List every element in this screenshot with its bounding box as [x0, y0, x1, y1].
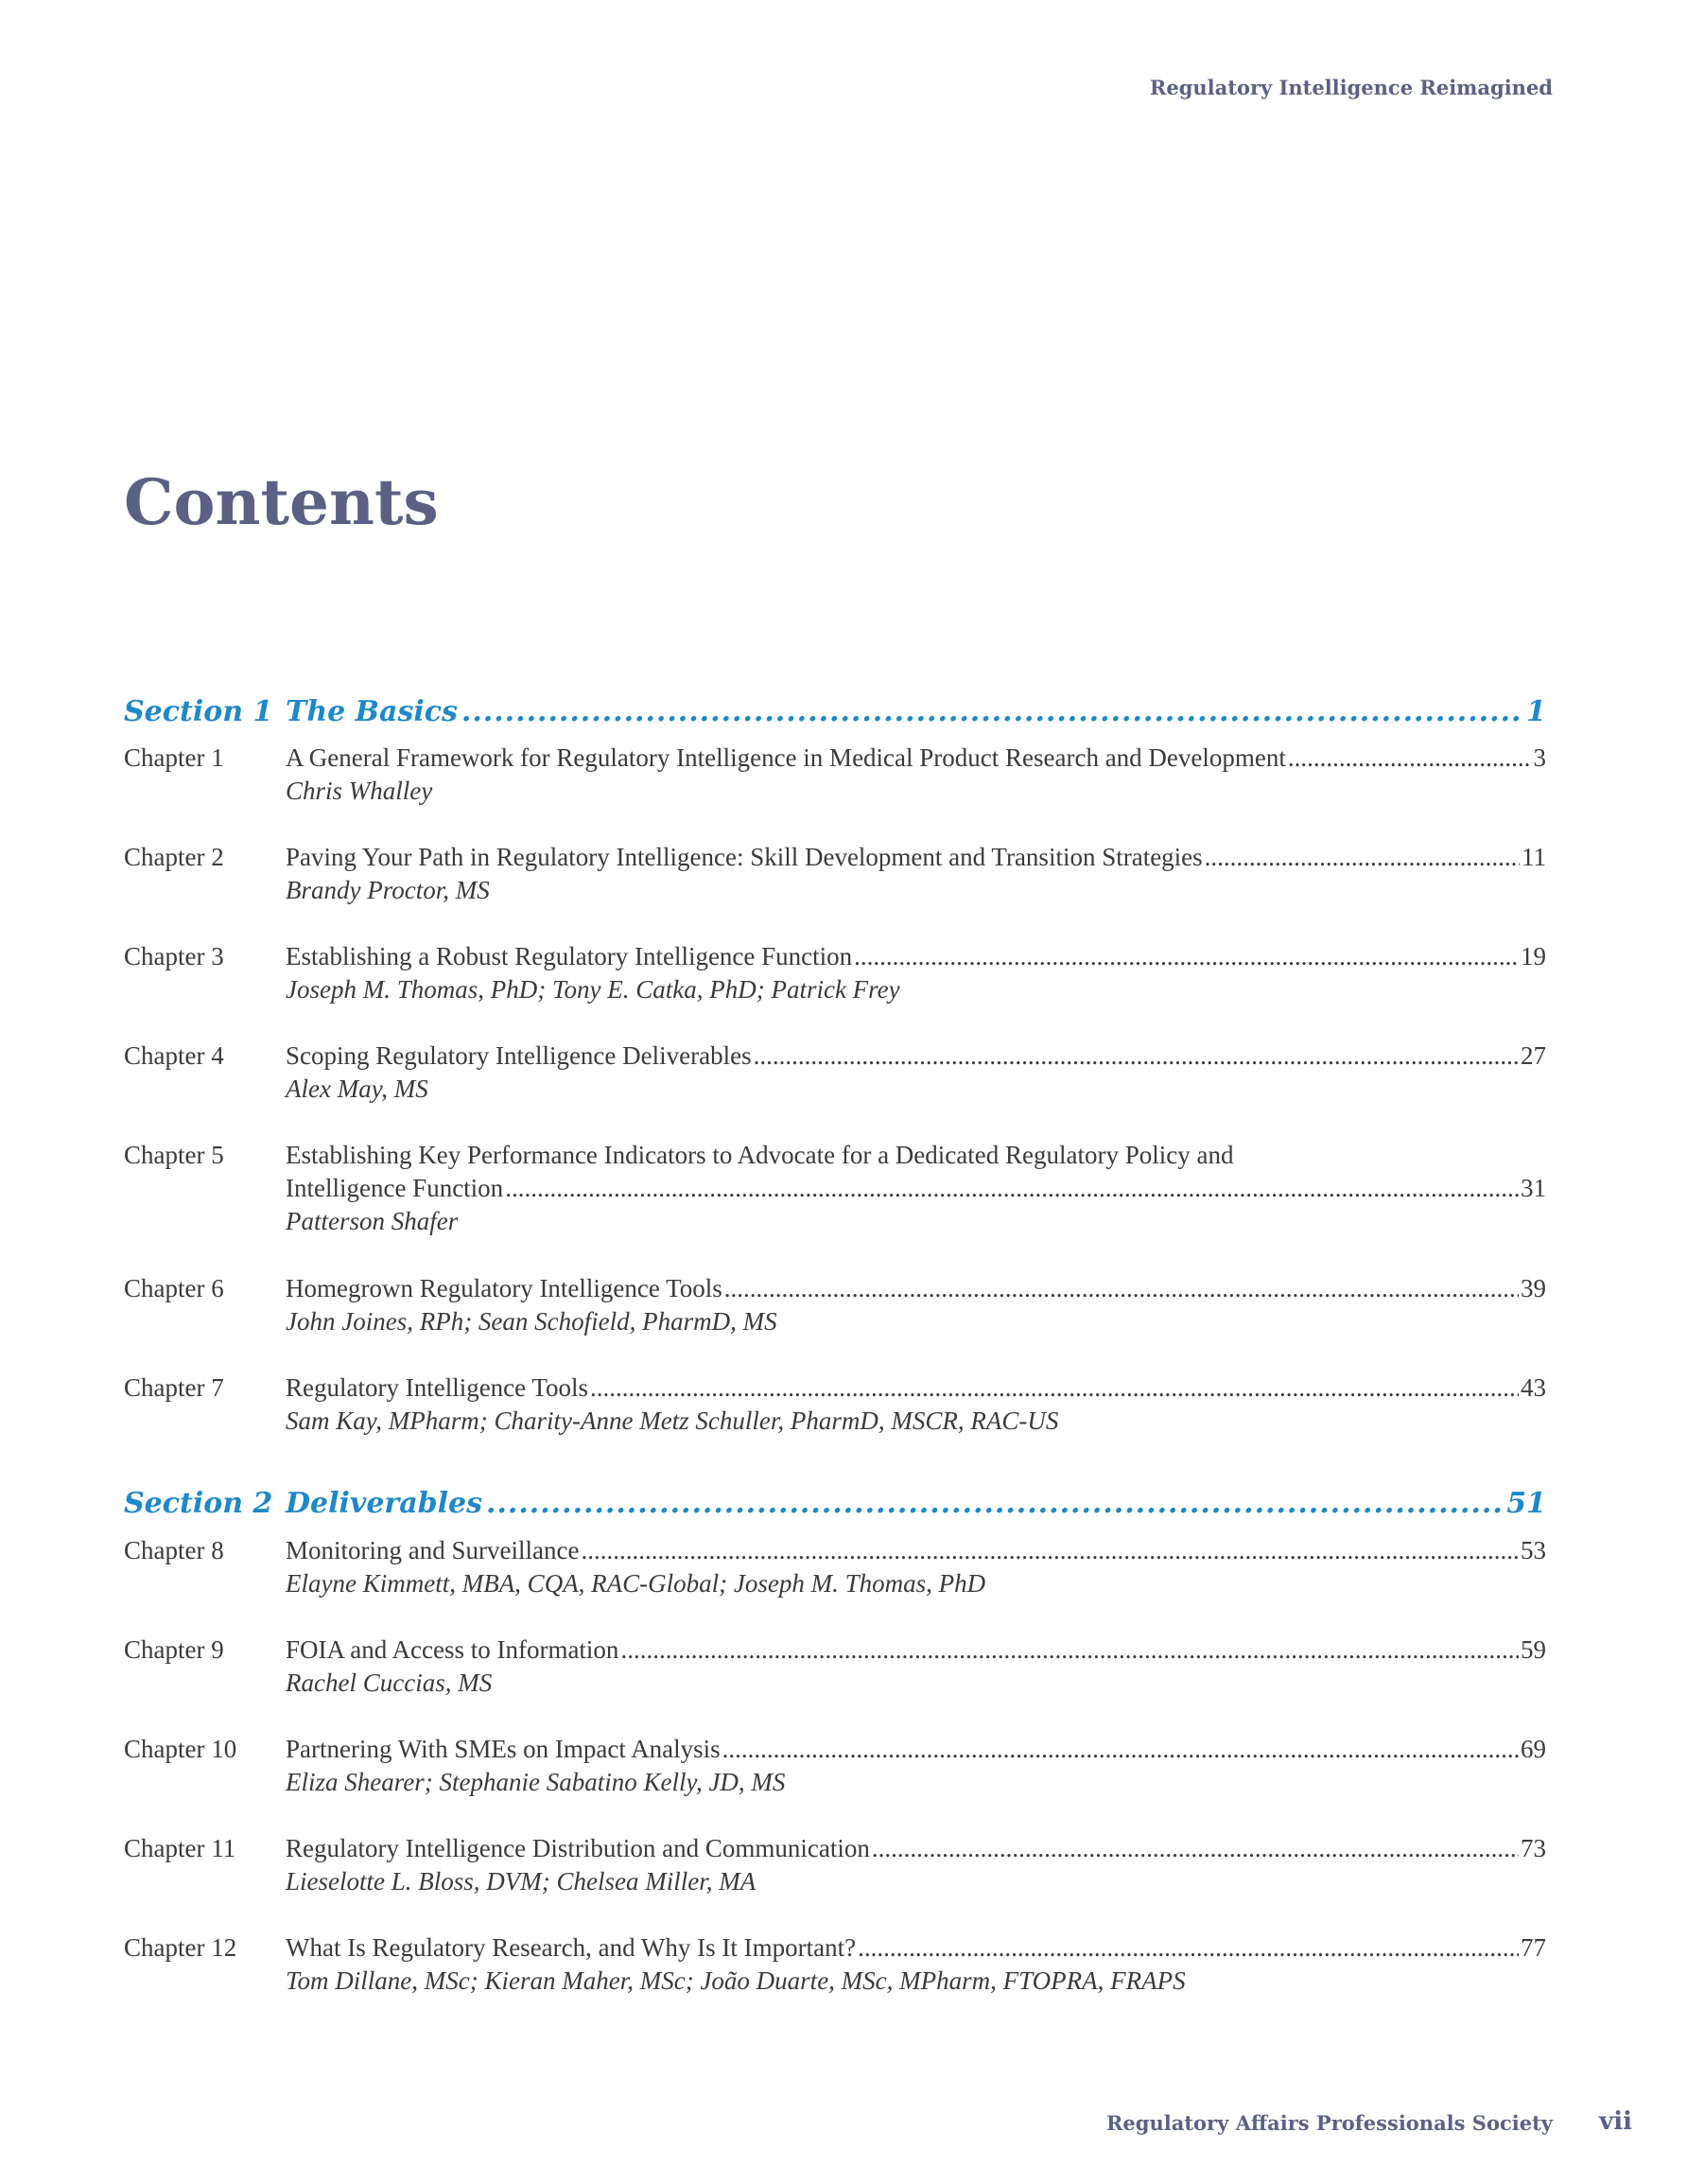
page-number: vii [1599, 2107, 1632, 2136]
toc-entry-chapter-10[interactable] [124, 1733, 1546, 1799]
chapter-authors: Lieselotte L. Bloss, DVM; Chelsea Miller, MA [286, 1867, 757, 1896]
chapter-number: Chapter 7 [124, 1373, 224, 1402]
chapter-page: 39 [1521, 1274, 1546, 1302]
chapter-number: Chapter 2 [124, 843, 224, 871]
dot-leader [754, 1040, 1519, 1073]
dot-leader [872, 1832, 1519, 1865]
chapter-title-line-1: Establishing Key Performance Indicators to Advocate for a Dedicated Regulatory Policy and [286, 1141, 1234, 1169]
dot-leader [590, 1372, 1519, 1405]
toc-entry-chapter-3[interactable] [124, 940, 1546, 1006]
chapter-title: Intelligence Function [286, 1174, 504, 1202]
chapter-page: 19 [1521, 942, 1546, 970]
chapter-number: Chapter 3 [124, 942, 224, 970]
toc-entry-chapter-12[interactable] [124, 1931, 1546, 1998]
dot-leader [858, 1931, 1519, 1965]
toc-entry-chapter-8[interactable] [124, 1534, 1546, 1600]
section-page: 51 [1506, 1487, 1546, 1520]
toc-entry-chapter-11[interactable] [124, 1832, 1546, 1898]
toc-section-1 [124, 695, 1546, 737]
dot-leader [1288, 742, 1532, 775]
dot-leader [724, 1272, 1519, 1305]
running-head: Regulatory Intelligence Reimagined [1149, 76, 1553, 99]
chapter-authors: Brandy Proctor, MS [286, 876, 490, 904]
chapter-title: Monitoring and Surveillance [286, 1536, 580, 1564]
chapter-authors: Rachel Cuccias, MS [286, 1669, 493, 1697]
section-number: Section 2 [124, 1487, 273, 1520]
footer-publisher: Regulatory Affairs Professionals Society [1105, 2111, 1553, 2135]
toc-entry[interactable] [124, 841, 1546, 907]
toc-entry[interactable] [124, 742, 1546, 808]
chapter-authors: Joseph M. Thomas, PhD; Tony E. Catka, PhD; Patrick Frey [286, 975, 900, 1004]
toc-entry-chapter-9[interactable] [124, 1634, 1546, 1700]
toc-entry-chapter-6[interactable] [124, 1272, 1546, 1338]
chapter-authors: Tom Dillane, MSc; Kieran Maher, MSc; João Duarte, MSc, MPharm, FTOPRA, FRAPS [286, 1966, 1186, 1995]
dot-leader [461, 695, 1521, 728]
chapter-title: What Is Regulatory Research, and Why Is It Important? [286, 1933, 857, 1962]
toc-entry[interactable] [124, 940, 1546, 1006]
dot-leader [722, 1733, 1519, 1766]
toc-entry[interactable] [124, 1040, 1546, 1106]
chapter-title: FOIA and Access to Information [286, 1635, 619, 1664]
toc-entry[interactable] [124, 1272, 1546, 1338]
chapter-authors: Eliza Shearer; Stephanie Sabatino Kelly, JD, MS [286, 1768, 786, 1796]
section-heading[interactable] [124, 695, 1546, 737]
chapter-page: 3 [1533, 743, 1546, 772]
chapter-page: 77 [1521, 1933, 1546, 1962]
chapter-authors: Patterson Shafer [286, 1207, 459, 1235]
chapter-number: Chapter 11 [124, 1834, 236, 1862]
chapter-title: A General Framework for Regulatory Intelligence in Medical Product Research and Development [286, 743, 1286, 772]
chapter-title: Regulatory Intelligence Distribution and Communication [286, 1834, 870, 1862]
chapter-number: Chapter 9 [124, 1635, 224, 1664]
chapter-page: 43 [1521, 1373, 1546, 1402]
chapter-number: Chapter 8 [124, 1536, 224, 1564]
chapter-page: 59 [1521, 1635, 1546, 1664]
chapter-authors: Elayne Kimmett, MBA, CQA, RAC-Global; Joseph M. Thomas, PhD [286, 1569, 986, 1598]
chapter-title: Scoping Regulatory Intelligence Deliverables [286, 1041, 752, 1070]
dot-leader [854, 940, 1519, 973]
section-number: Section 1 [124, 695, 273, 728]
toc-entry-chapter-7[interactable] [124, 1372, 1546, 1438]
toc-entry[interactable] [124, 1832, 1546, 1898]
dot-leader [1205, 841, 1520, 874]
toc-section-2 [124, 1487, 1546, 1529]
chapter-page: 27 [1521, 1041, 1546, 1070]
chapter-title: Establishing a Robust Regulatory Intelligence Function [286, 942, 853, 970]
toc-entry-chapter-5[interactable] [124, 1139, 1546, 1238]
chapter-number: Chapter 4 [124, 1041, 224, 1070]
toc-entry[interactable] [124, 1139, 1546, 1238]
chapter-number: Chapter 1 [124, 743, 224, 772]
dot-leader [581, 1534, 1519, 1567]
chapter-page: 11 [1522, 843, 1546, 871]
toc-entry[interactable] [124, 1931, 1546, 1998]
chapter-page: 73 [1521, 1834, 1546, 1862]
section-title: Deliverables [286, 1487, 483, 1520]
toc-entry[interactable] [124, 1634, 1546, 1700]
section-heading[interactable] [124, 1487, 1546, 1529]
toc-entry-chapter-2[interactable] [124, 841, 1546, 907]
chapter-number: Chapter 12 [124, 1933, 237, 1962]
toc-entry[interactable] [124, 1372, 1546, 1438]
toc-entry-chapter-1[interactable] [124, 742, 1546, 808]
chapter-page: 69 [1521, 1735, 1546, 1763]
dot-leader [620, 1634, 1519, 1667]
chapter-number: Chapter 10 [124, 1735, 237, 1763]
section-title: The Basics [286, 695, 458, 728]
chapter-number: Chapter 6 [124, 1274, 224, 1302]
chapter-authors: Chris Whalley [286, 777, 433, 805]
chapter-title: Homegrown Regulatory Intelligence Tools [286, 1274, 722, 1302]
section-page: 1 [1526, 695, 1546, 728]
toc-entry-chapter-4[interactable] [124, 1040, 1546, 1106]
chapter-number: Chapter 5 [124, 1141, 224, 1169]
dot-leader [505, 1172, 1519, 1205]
chapter-authors: Alex May, MS [286, 1075, 428, 1103]
toc-entry[interactable] [124, 1733, 1546, 1799]
chapter-authors: Sam Kay, MPharm; Charity-Anne Metz Schuller, PharmD, MSCR, RAC-US [286, 1406, 1059, 1435]
chapter-page: 53 [1521, 1536, 1546, 1564]
dot-leader [486, 1487, 1501, 1520]
chapter-title: Regulatory Intelligence Tools [286, 1373, 589, 1402]
chapter-title: Paving Your Path in Regulatory Intelligence: Skill Development and Transition Strategies [286, 843, 1203, 871]
chapter-authors: John Joines, RPh; Sean Schofield, PharmD, MS [286, 1307, 777, 1336]
chapter-title: Partnering With SMEs on Impact Analysis [286, 1735, 721, 1763]
chapter-page: 31 [1521, 1174, 1546, 1202]
page-title: Contents [124, 465, 439, 539]
toc-entry[interactable] [124, 1534, 1546, 1600]
